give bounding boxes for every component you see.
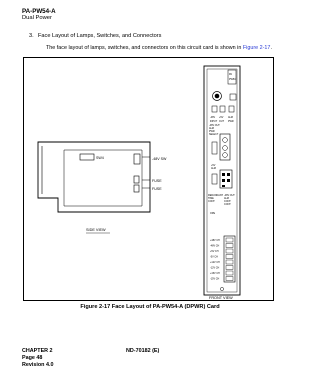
front-bottom-6: -12V CH <box>210 266 220 270</box>
front-top-2: PW54 <box>229 78 236 81</box>
front-sw-row-2: +5V <box>219 116 224 119</box>
sw48-switch <box>134 154 140 164</box>
front-bottom-8: -15V CH <box>210 277 220 281</box>
front-block2-r1: -48V OUT <box>224 194 235 197</box>
front-mid-2: ALM <box>211 167 216 170</box>
front-sw-row-1: -48V <box>210 116 216 119</box>
sw4-switch <box>80 154 94 160</box>
front-view-label: FRONT VIEW <box>209 296 233 300</box>
header-subtitle: Dual Power <box>22 15 52 21</box>
figure-frame <box>23 57 274 301</box>
front-top-1: PA <box>229 73 233 76</box>
figure-link[interactable]: Figure 2-17 <box>242 45 271 51</box>
side-label-fuse-2: FUSE <box>152 187 162 191</box>
front-block1-2: ALM <box>209 127 214 130</box>
front-block1-3: PWR <box>209 130 215 133</box>
description <box>46 45 272 51</box>
front-block1-1: -48V OUT <box>209 124 220 127</box>
front-block2-r2: ALM <box>224 197 229 200</box>
footer-revision: Revision 4.0 <box>22 362 54 368</box>
step-number: 3. <box>29 33 34 39</box>
figure-drawing <box>24 58 275 302</box>
description-end: . <box>270 45 272 51</box>
front-block2-l1: REDUNDANT <box>208 194 224 197</box>
front-sw-row-6: PWR <box>228 120 234 123</box>
side-label-sw4: SW4 <box>96 156 104 160</box>
description-text: The face layout of lamps, switches, and connectors on this circuit card is shown in <box>46 45 243 51</box>
side-view-board <box>38 142 150 212</box>
side-label-sw48: -48V SW <box>152 157 167 161</box>
front-bottom-7: +15V CH <box>210 272 220 275</box>
front-block2-l3: CONT <box>208 200 215 203</box>
footer-doc-number: ND-70182 (E) <box>126 348 160 354</box>
side-view-label: SIDE VIEW <box>86 228 106 232</box>
front-sw-row-5: OUT <box>219 120 225 123</box>
front-block2-l2: TIME <box>208 197 214 200</box>
header-title: PA-PW54-A <box>22 8 56 15</box>
front-block2-r4: CONT <box>224 203 231 206</box>
front-bottom-1: +48V CH <box>210 239 220 242</box>
step-title: Face Layout of Lamps, Switches, and Connectors <box>38 33 162 39</box>
fuse-2 <box>134 185 139 192</box>
side-label-fuse-1: FUSE <box>152 179 162 183</box>
front-bottom-2: -48V CH <box>210 244 220 248</box>
front-bottom-3: +5V CH <box>210 250 219 253</box>
step-heading <box>29 33 162 39</box>
footer-page: Page 48 <box>22 355 43 361</box>
figure-caption: Figure 2-17 Face Layout of PA-PW54-A (DPWR) Card <box>80 304 220 310</box>
front-block1-4: SELECT <box>209 133 219 136</box>
front-block2-r3: CONT <box>224 200 231 203</box>
front-led-label: OPE <box>210 212 216 215</box>
footer-chapter: CHAPTER 2 <box>22 348 53 354</box>
front-sw-row-3: ALM <box>228 116 233 119</box>
fuse-1 <box>134 176 139 183</box>
front-bottom-4: -5V CH <box>210 255 218 259</box>
front-mid-1: +5V <box>211 164 216 167</box>
front-bottom-5: +12V CH <box>210 261 220 264</box>
front-sw-row-4: INPUT <box>210 120 218 123</box>
lamp-block <box>220 170 232 188</box>
